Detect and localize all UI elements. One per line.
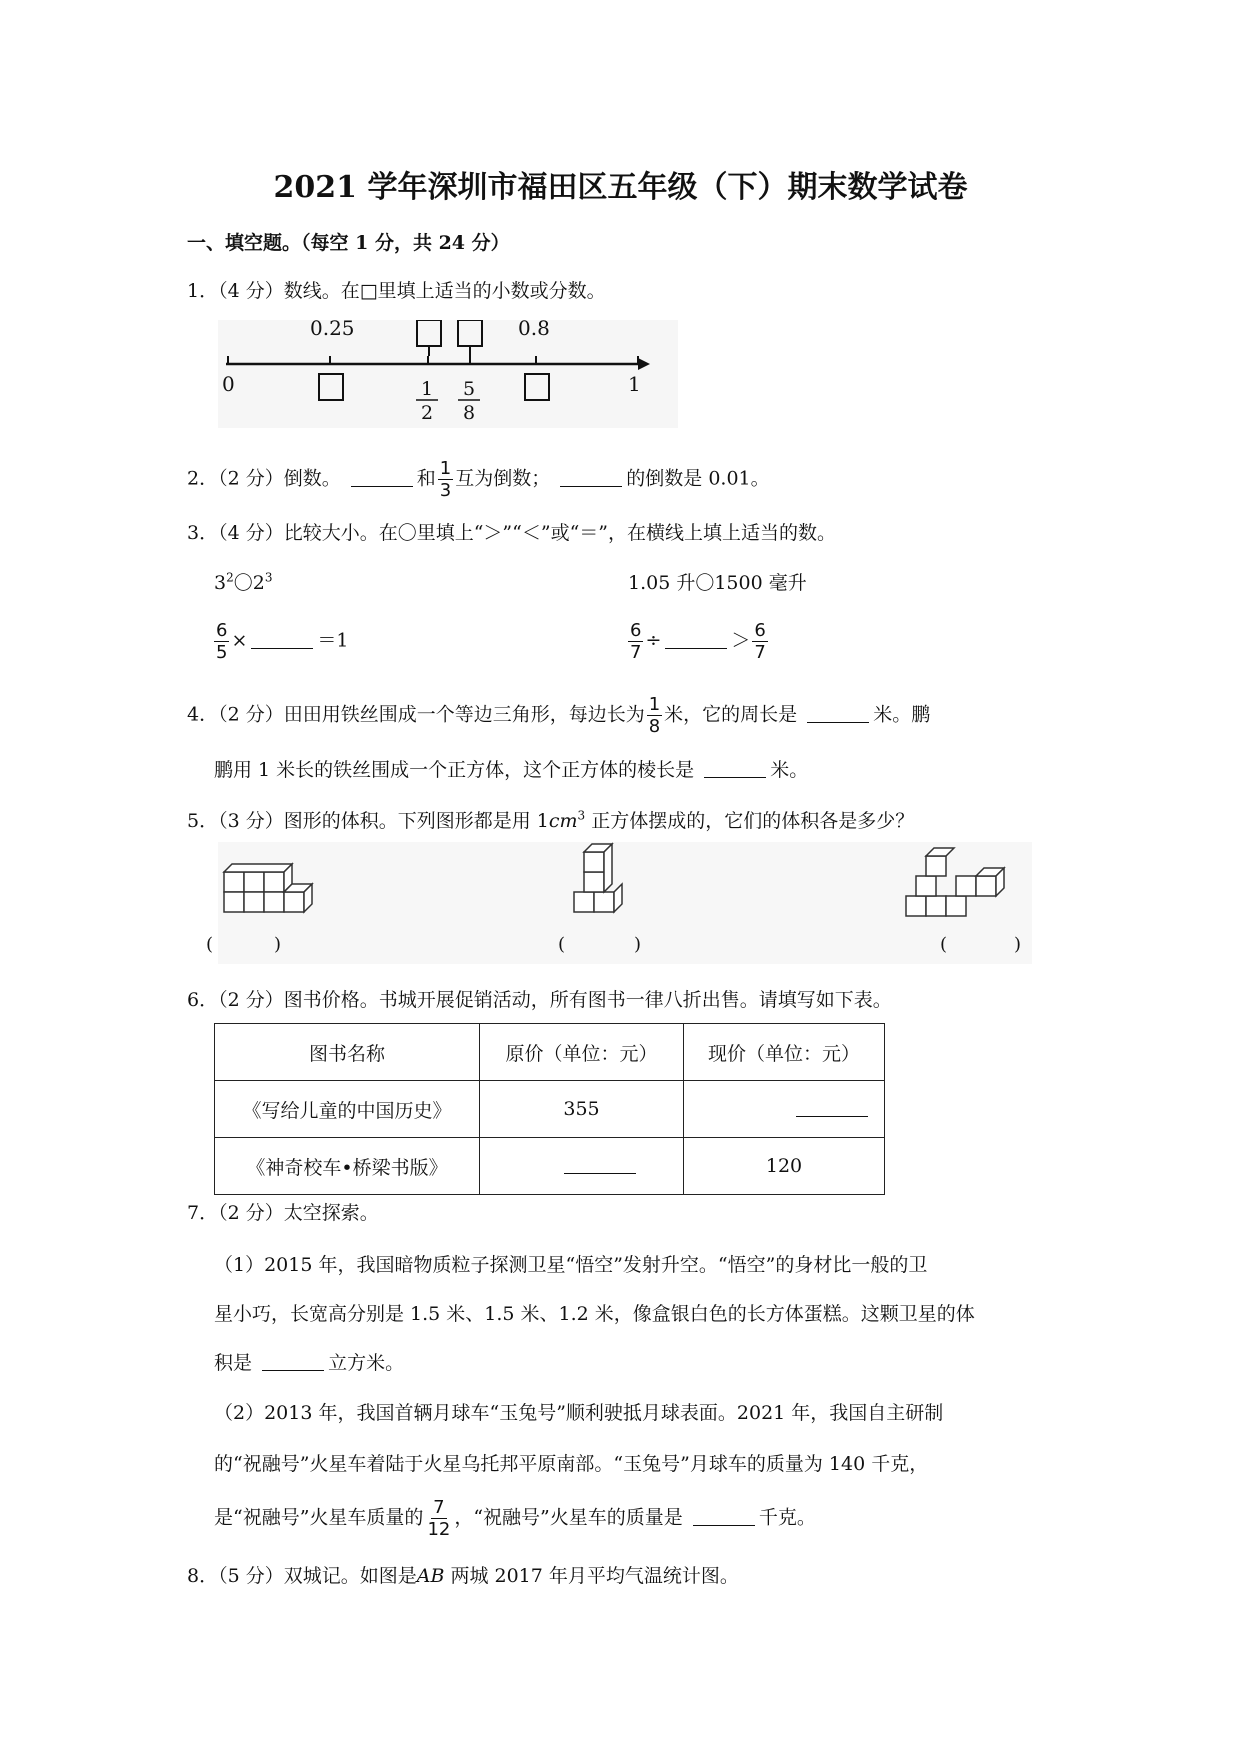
table-cell: 120 — [684, 1138, 885, 1195]
answer-box[interactable] — [319, 374, 343, 400]
question-1: 1．（4 分）数线。在□里填上适当的小数或分数。 — [187, 280, 606, 302]
answer-paren-left: ( — [940, 934, 948, 955]
tick-label-one: 1 — [628, 372, 641, 396]
tick-label-point-eight: 0.8 — [518, 316, 550, 340]
answer-blank[interactable] — [560, 468, 622, 487]
answer-blank[interactable] — [693, 1507, 755, 1526]
answer-paren-left: ( — [206, 934, 214, 955]
question-4-line-1: 4．（2 分）田田用铁丝围成一个等边三角形，每边长为 $\frac{1}{8}$ 米，它的周长是 米。鹏 — [187, 694, 931, 737]
answer-blank[interactable] — [564, 1155, 636, 1174]
tick-label-zero: 0 — [222, 372, 235, 396]
q2-mid1: 和 — [416, 467, 436, 490]
divide-inequality: $\frac{6}{7}$ ÷ ＞ $\frac{6}{7}$ — [630, 620, 766, 663]
table-header-row — [215, 1024, 885, 1081]
page-title: 2021 学年深圳市福田区五年级（下）期末数学试卷 — [273, 170, 968, 205]
q2-prefix: 2．（2 分）倒数。 — [187, 467, 341, 490]
tick-label-quarter: 0.25 — [310, 316, 355, 340]
answer-blank[interactable] — [704, 759, 766, 778]
question-2 — [187, 458, 770, 501]
table-cell — [480, 1138, 684, 1195]
number-line-svg — [218, 320, 678, 428]
question-6: 6．（2 分）图书价格。书城开展促销活动，所有图书一律八折出售。请填写如下表。 — [187, 989, 892, 1011]
answer-blank[interactable] — [665, 630, 727, 649]
question-7-part2-line2: 的“祝融号”火星车着陆于火星乌托邦平原南部。“玉兔号”月球车的质量为 140 千克， — [214, 1453, 929, 1475]
question-5: 5．（3 分）图形的体积。下列图形都是用 $1cm^3$ 正方体摆成的，它们的体积各是多少？ — [187, 808, 915, 832]
fraction-half-numerator: 1 — [421, 378, 434, 400]
table-cell: 355 — [480, 1081, 684, 1138]
q2-suffix: 的倒数是 0.01。 — [626, 467, 770, 490]
fraction: $\frac{6}{7}$ — [630, 620, 642, 663]
table-row — [215, 1138, 885, 1195]
fraction-five-eighths-numerator: 5 — [463, 378, 476, 400]
table-row — [215, 1081, 885, 1138]
answer-blank[interactable] — [262, 1352, 324, 1371]
fraction: $\frac{1}{3}$ — [439, 458, 452, 501]
price-table — [214, 1023, 885, 1195]
cube-figures-svg — [218, 842, 1032, 964]
question-4-line-2: 鹏用 1 米长的铁丝围成一个正方体，这个正方体的棱长是 米。 — [214, 759, 809, 781]
fraction: $\frac{7}{12}$ — [427, 1497, 451, 1540]
question-3: 3．（4 分）比较大小。在〇里填上“＞”“＜”或“＝”，在横线上填上适当的数。 — [187, 522, 836, 544]
question-7-part2-line1: （2）2013 年，我国首辆月球车“玉兔号”顺利驶抵月球表面。2021 年，我国自主研制 — [214, 1402, 944, 1424]
table-cell — [684, 1081, 885, 1138]
cube-figure-3 — [906, 848, 1004, 916]
table-header: 原价（单位：元） — [480, 1024, 684, 1081]
compare-volumes: 1.05 升〇1500 毫升 — [628, 572, 807, 594]
table-header: 现价（单位：元） — [684, 1024, 885, 1081]
question-7-part1-line3: 积是 立方米。 — [214, 1352, 405, 1374]
multiply-equation: $\frac{6}{5}$ × ＝1 — [216, 620, 349, 663]
question-7-part2-line3: 是“祝融号”火星车质量的 $\frac{7}{12}$ ，“祝融号”火星车的质量是 千克。 — [214, 1497, 816, 1540]
table-header: 图书名称 — [215, 1024, 480, 1081]
question-7-part1-line2: 星小巧，长宽高分别是 1.5 米、1.5 米、1.2 米，像盒银白色的长方体蛋糕。这颗卫星的体 — [214, 1303, 975, 1325]
fraction: $\frac{1}{8}$ — [648, 694, 661, 737]
number-line-figure — [218, 316, 678, 428]
answer-paren-left: ( — [558, 934, 566, 955]
answer-paren-right: ) — [1014, 934, 1022, 955]
answer-paren-right: ) — [274, 934, 282, 955]
question-7: 7．（2 分）太空探索。 — [187, 1202, 379, 1224]
fraction: $\frac{6}{5}$ — [216, 620, 228, 663]
table-cell: 《写给儿童的中国历史》 — [215, 1081, 480, 1138]
cube-figure-2 — [574, 844, 622, 912]
answer-blank[interactable] — [351, 468, 413, 487]
question-8: 8．（5 分）双城记。如图是AB 两城 2017 年月平均气温统计图。 — [187, 1565, 739, 1587]
question-7-part1-line1: （1）2015 年，我国暗物质粒子探测卫星“悟空”发射升空。“悟空”的身材比一般的卫 — [214, 1254, 928, 1276]
fraction-half-denominator: 2 — [421, 402, 434, 424]
q2-mid2: 互为倒数； — [455, 467, 551, 490]
fraction-five-eighths-denominator: 8 — [463, 402, 476, 424]
answer-blank[interactable] — [796, 1098, 868, 1117]
answer-box[interactable] — [525, 374, 549, 400]
answer-box[interactable] — [458, 320, 482, 346]
cube-figure-1 — [224, 864, 312, 912]
compare-circle[interactable]: 〇 — [233, 572, 253, 594]
answer-box[interactable] — [417, 320, 441, 346]
fraction: $\frac{6}{7}$ — [754, 620, 766, 663]
compare-powers: $3^2$〇$2^3$ — [214, 570, 273, 594]
cube-figures — [206, 842, 1032, 964]
table-cell: 《神奇校车•桥梁书版》 — [215, 1138, 480, 1195]
answer-paren-right: ) — [634, 934, 642, 955]
answer-blank[interactable] — [807, 704, 869, 723]
answer-blank[interactable] — [251, 630, 313, 649]
section-heading: 一、填空题。（每空 1 分，共 24 分） — [187, 232, 510, 254]
